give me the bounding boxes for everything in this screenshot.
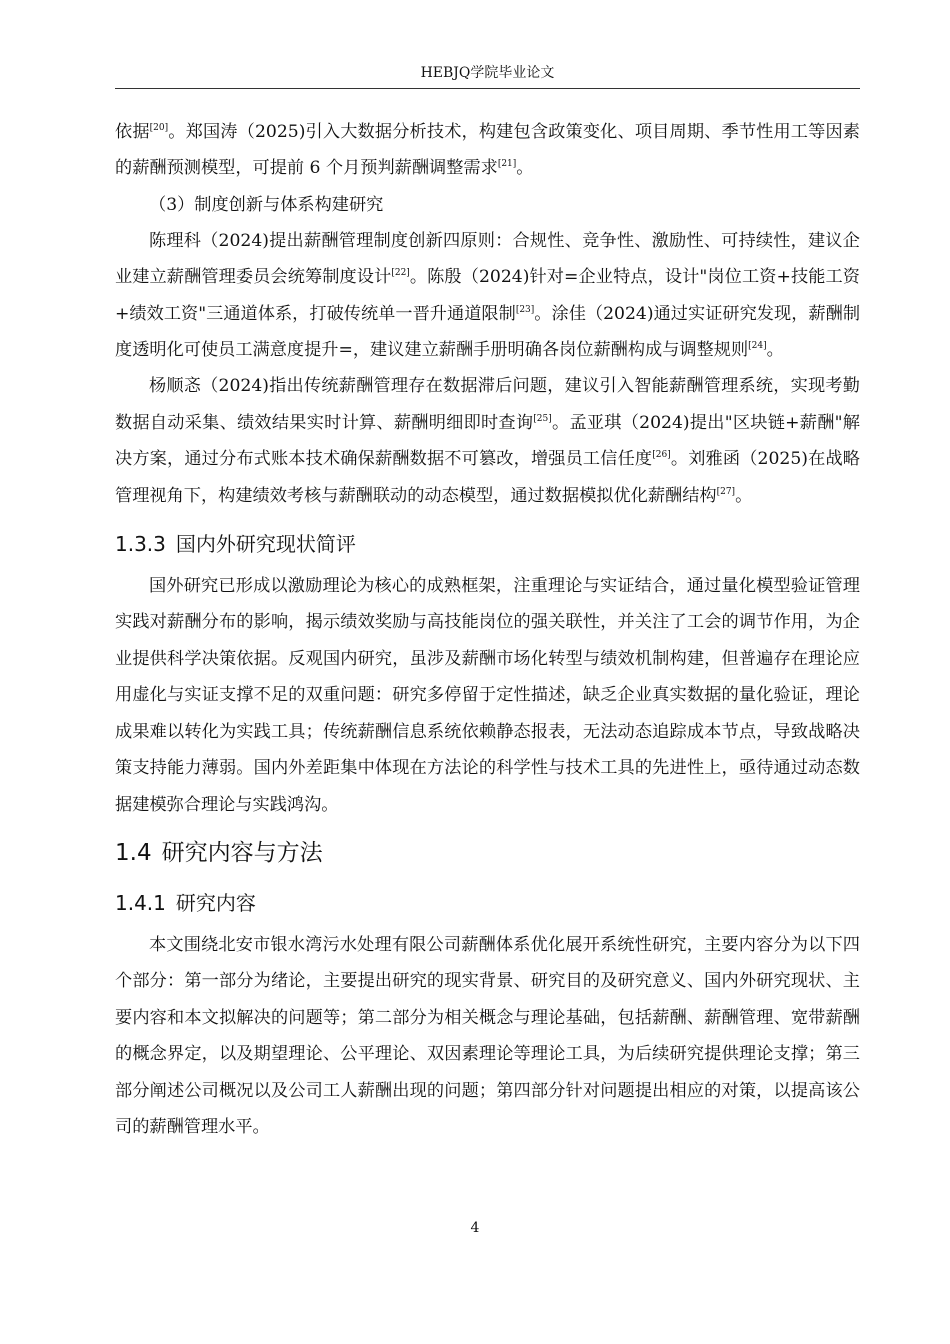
- section-heading-1-4-1: 1.4.1 研究内容: [115, 890, 256, 915]
- section-heading-1-4: 1.4 研究内容与方法: [115, 839, 323, 866]
- citation: [23]: [515, 304, 535, 315]
- paragraph: 陈理科（2024)提出薪酬管理制度创新四原则：合规性、竞争性、激励性、可持续性，建议企业建立薪酬管理委员会统筹制度设计[22]。陈殷（2024)针对=企业特点，设计"岗位工资+技能工资+绩效工资"三通道体系，打破传统单一晋升通道限制[23]。涂佳（2024)通过实证研究发现，薪酬制度透明化可使员工满意度提升=，建议建立薪酬手册明确各岗位薪酬构成与调整规则[24]。: [115, 230, 861, 361]
- running-header: [115, 62, 860, 89]
- paragraph: 依据[20]。郑国涛（2025)引入大数据分析技术，构建包含政策变化、项目周期、季节性用工等因素的薪酬预测模型，可提前 6 个月预判薪酬调整需求[21]。: [115, 122, 860, 179]
- citation: [21]: [497, 159, 517, 170]
- page-body: [115, 114, 860, 1145]
- paragraph: 本文围绕北安市银水湾污水处理有限公司薪酬体系优化展开系统性研究，主要内容分为以下四个部分：第一部分为绪论，主要提出研究的现实背景、研究目的及研究意义、国内外研究现状、主要内容和本文拟解决的问题等；第二部分为相关概念与理论基础，包括薪酬、薪酬管理、宽带薪酬的概念界定，以及期望理论、公平理论、双因素理论等理论工具，为后续研究提供理论支撑；第三部分阐述公司概况以及公司工人薪酬出现的问题；第四部分针对问题提出相应的对策，以提高该公司的薪酬管理水平。: [115, 934, 860, 1137]
- paragraph: 国外研究已形成以激励理论为核心的成熟框架，注重理论与实证结合，通过量化模型验证管理实践对薪酬分布的影响，揭示绩效奖励与高技能岗位的强关联性，并关注了工会的调节作用，为企业提供科学决策依据。反观国内研究，虽涉及薪酬市场化转型与绩效机制构建，但普遍存在理论应用虚化与实证支撑不足的双重问题：研究多停留于定性描述，缺乏企业真实数据的量化验证，理论成果难以转化为实践工具；传统薪酬信息系统依赖静态报表，无法动态追踪成本节点，导致战略决策支持能力薄弱。国内外差距集中体现在方法论的科学性与技术工具的先进性上，亟待通过动态数据建模弥合理论与实践鸿沟。: [115, 576, 860, 815]
- citation: [24]: [748, 341, 767, 352]
- citation: [22]: [391, 268, 410, 279]
- page-number: 4: [470, 1220, 480, 1236]
- citation: [25]: [533, 413, 552, 424]
- citation: [26]: [652, 450, 671, 461]
- paragraph: 杨顺忞（2024)指出传统薪酬管理存在数据滞后问题，建议引入智能薪酬管理系统，实现考勤数据自动采集、绩效结果实时计算、薪酬明细即时查询[25]。孟亚琪（2024)提出"区块链+薪酬"解决方案，通过分布式账本技术确保薪酬数据不可篡改，增强员工信任度[26]。刘雅函（2025)在战略管理视角下，构建绩效考核与薪酬联动的动态模型，通过数据模拟优化薪酬结构[27]。: [115, 376, 860, 506]
- header-title: HEBJQ学院毕业论文: [420, 65, 555, 81]
- subheading-3: （3）制度创新与体系构建研究: [149, 194, 384, 215]
- citation: [27]: [716, 486, 736, 497]
- citation: [20]: [149, 123, 169, 133]
- section-heading-1-3-3: 1.3.3 国内外研究现状简评: [115, 532, 356, 557]
